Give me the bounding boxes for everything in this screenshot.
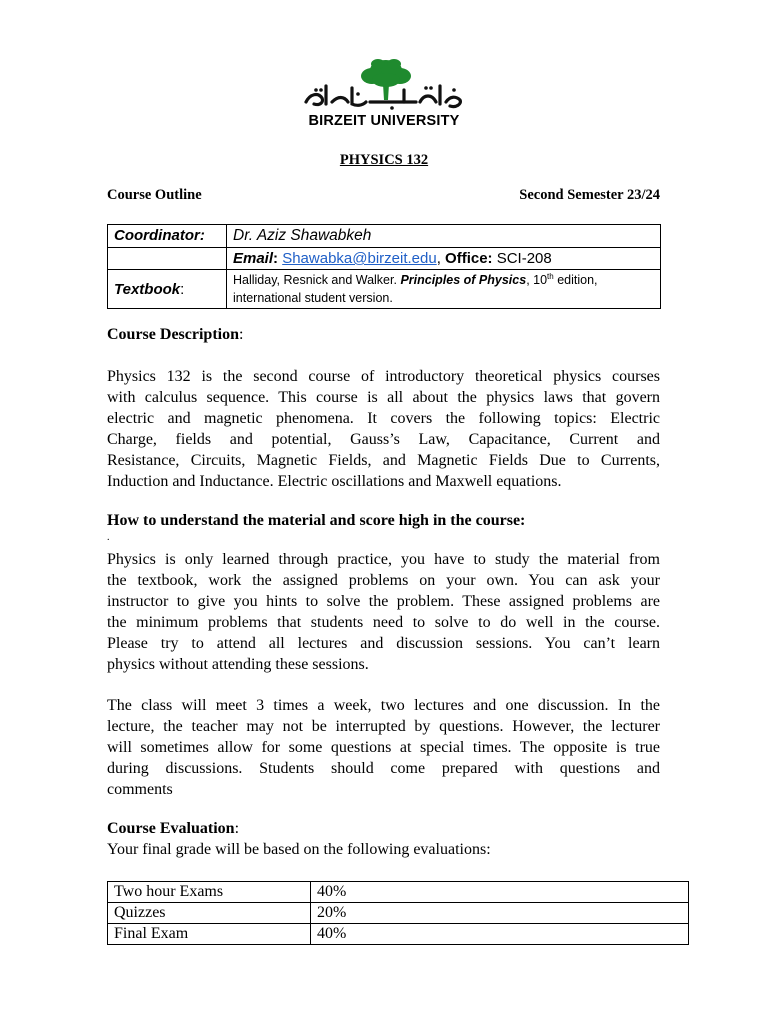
description-heading-text: Course Description — [107, 326, 239, 343]
description-line: electric and magnetic phenomena. It covers the following topics: Electric — [107, 410, 660, 427]
contact-row — [108, 248, 661, 270]
coordinator-row — [108, 225, 661, 248]
evaluation-row — [108, 882, 689, 903]
study-line: during discussions. Students should come prepared with questions and — [107, 760, 660, 777]
office-value: SCI-208 — [496, 250, 552, 267]
study-paragraph-1 — [107, 549, 660, 675]
university-logo — [296, 56, 472, 132]
evaluation-item: Quizzes — [108, 903, 311, 924]
textbook-label-cell: Textbook: — [108, 270, 227, 309]
description-line: Physics 132 is the second course of introductory theoretical physics courses — [107, 368, 660, 385]
study-line: Physics is only learned through practice, you have to study the material from — [107, 551, 660, 568]
textbook-line2: international student version. — [233, 291, 393, 305]
evaluation-weight: 40% — [311, 924, 689, 945]
study-line: the textbook, work the assigned problems on your own. You can ask your — [107, 572, 660, 589]
email-label: Email — [233, 250, 274, 267]
study-line: comments — [107, 781, 173, 798]
evaluation-item: Final Exam — [108, 924, 311, 945]
study-line: instructor to give you hints to solve the problem. These assigned problems are — [107, 593, 660, 610]
contact-cell: Email: Shawabka@birzeit.edu, Office: SCI-208 — [227, 248, 661, 270]
description-paragraph — [107, 366, 660, 492]
study-marker: . — [107, 532, 110, 543]
course-info-table — [107, 224, 661, 309]
outline-label: Course Outline — [107, 187, 202, 203]
textbook-row — [108, 270, 661, 309]
evaluation-table — [107, 881, 689, 945]
study-heading — [107, 512, 525, 530]
description-line: Charge, fields and potential, Gauss’s Law, Capacitance, Current and — [107, 431, 660, 448]
course-title: PHYSICS 132 — [339, 152, 429, 168]
evaluation-weight: 20% — [311, 903, 689, 924]
coordinator-name: Dr. Aziz Shawabkeh — [227, 225, 661, 248]
evaluation-heading: Course Evaluation: — [107, 820, 240, 837]
textbook-cell — [227, 270, 661, 309]
evaluation-row — [108, 903, 689, 924]
study-line: will sometimes allow for some questions at special times. The opposite is true — [107, 739, 660, 756]
olive-tree-icon — [296, 56, 472, 114]
description-line: with calculus sequence. This course is all about the physics laws that govern — [107, 389, 660, 406]
description-heading: Course Description: — [107, 326, 244, 343]
description-line: Resistance, Circuits, Magnetic Fields, and Magnetic Fields Due to Currents, — [107, 452, 660, 469]
evaluation-item: Two hour Exams — [108, 882, 311, 903]
textbook-label: Textbook — [114, 280, 181, 298]
study-paragraph-2 — [107, 695, 660, 800]
evaluation-weight: 40% — [311, 882, 689, 903]
evaluation-heading-text: Course Evaluation — [107, 820, 235, 837]
study-line: the minimum problems that students need to solve to do well in the course. — [107, 614, 660, 631]
study-line: physics without attending these sessions. — [107, 656, 369, 673]
textbook-authors: Halliday, Resnick and Walker. — [233, 273, 401, 287]
study-line: lecture, the teacher may not be interrupted by questions. However, the lecturer — [107, 718, 660, 735]
textbook-edition-sup: th — [547, 271, 554, 281]
contact-label-cell — [108, 248, 227, 270]
email-link[interactable]: Shawabka@birzeit.edu — [282, 250, 437, 267]
study-heading-text: How to understand the material and score high in the course: — [107, 512, 526, 529]
coordinator-label: Coordinator: — [108, 225, 227, 248]
evaluation-row — [108, 924, 689, 945]
textbook-edition-num: , 10 — [526, 273, 548, 287]
evaluation-intro: Your final grade will be based on the following evaluations: — [107, 841, 491, 858]
office-label: Office: — [445, 250, 493, 267]
university-name: BIRZEIT UNIVERSITY — [308, 113, 460, 129]
semester-label: Second Semester 23/24 — [519, 187, 660, 203]
textbook-title: Principles of Physics — [400, 273, 527, 287]
study-line: Please try to attend all lectures and discussion sessions. You can’t learn — [107, 635, 660, 652]
study-line: The class will meet 3 times a week, two lectures and one discussion. In the — [107, 697, 660, 714]
description-line: Induction and Inductance. Electric oscillations and Maxwell equations. — [107, 473, 562, 490]
textbook-edition-rest: edition, — [553, 273, 598, 287]
